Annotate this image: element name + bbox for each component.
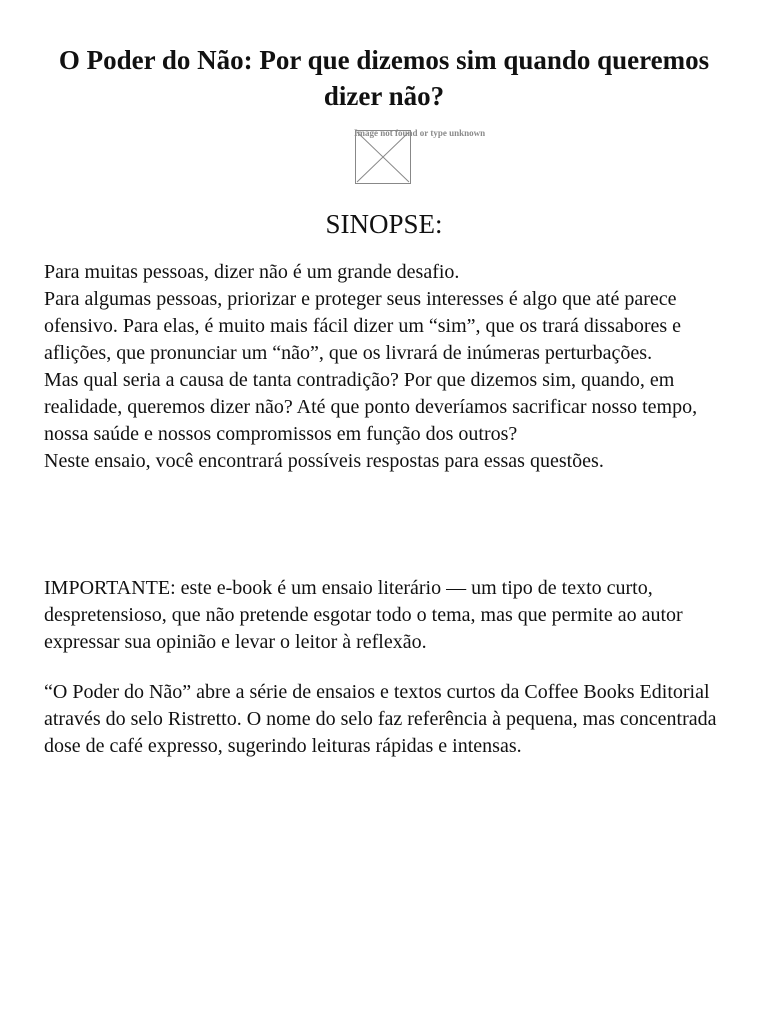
series-paragraph: “O Poder do Não” abre a série de ensaios e textos curtos da Coffee Books Editorial através do selo Ristretto. O nome do selo faz referência à pequena, mas concentrada dose de café expresso, sugerindo leituras rápidas e intensas.	[44, 681, 717, 757]
important-note: IMPORTANTE: este e-book é um ensaio literário — um tipo de texto curto, despretensioso, que não pretende esgotar todo o tema, mas que permite ao autor expressar sua opinião e levar o leitor à reflexão.	[44, 577, 683, 653]
synopsis-paragraph: Neste ensaio, você encontrará possíveis respostas para essas questões.	[44, 450, 604, 472]
synopsis-paragraph: Para muitas pessoas, dizer não é um grande desafio.	[44, 261, 460, 283]
image-alt-text: Image not found or type unknown	[354, 128, 486, 138]
book-title: O Poder do Não: Por que dizemos sim quando queremos dizer não?	[58, 45, 710, 111]
synopsis-text	[44, 259, 734, 475]
synopsis-paragraph: Para algumas pessoas, priorizar e proteger seus interesses é algo que até parece ofensivo. Para elas, é muito mais fácil dizer um “sim”, que os trará dissabores e aflições, que pronunciar um “não”, que os livrará de inúmeras perturbações.	[44, 288, 682, 364]
section-heading: SINOPSE:	[325, 209, 443, 239]
synopsis-paragraph: Mas qual seria a causa de tanta contradição? Por que dizemos sim, quando, em realidade, queremos dizer não? Até que ponto deveríamos sacrificar nosso tempo, nossa saúde e nossos compromissos em função dos outros?	[44, 369, 698, 445]
